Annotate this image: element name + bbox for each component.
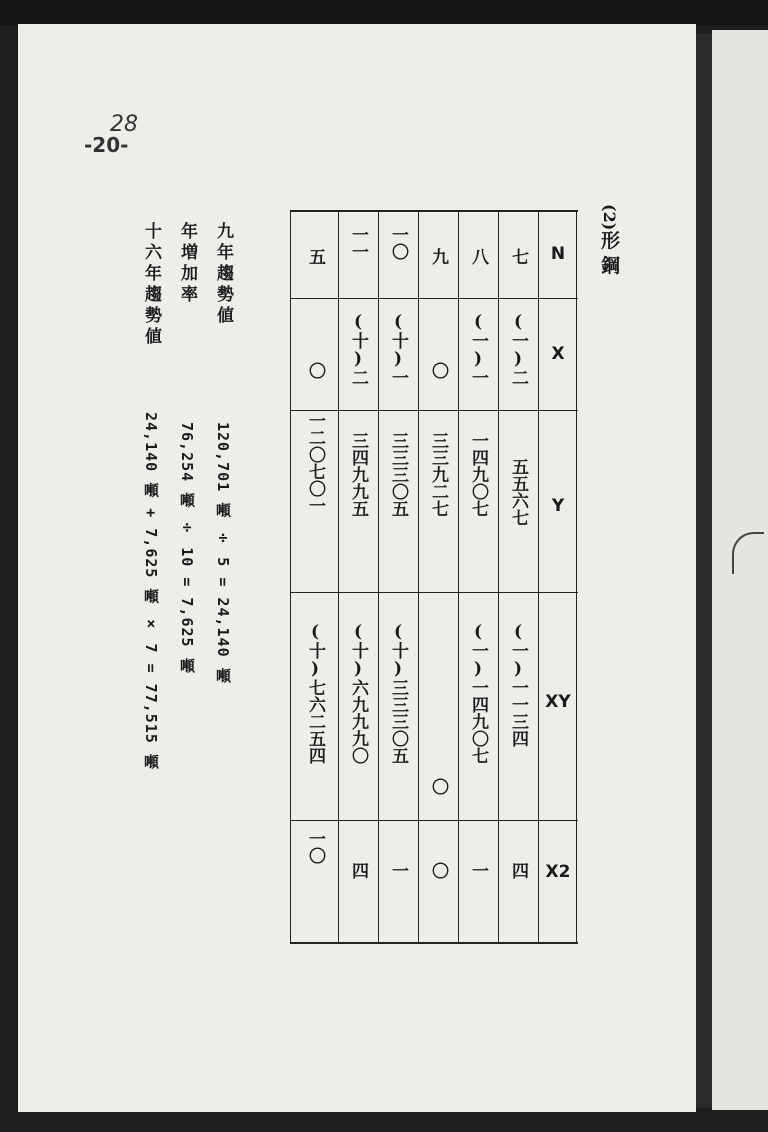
row-n-5: 五 — [305, 248, 325, 265]
pencil-page-number: 28 — [110, 112, 138, 137]
margin-bracket-mark — [732, 532, 764, 574]
row-x-3: (十)一 — [388, 312, 408, 386]
row-xy-5: (十)七六二五四 — [305, 622, 325, 764]
row-x2-4: 四 — [348, 862, 368, 879]
data-table — [290, 210, 578, 944]
row-xy-0: (一)一一三四 — [508, 622, 528, 747]
row-xy-4: (十)六九九九〇 — [348, 622, 368, 764]
section-number: (2) — [600, 204, 619, 231]
row-y-1: 一四九〇七 — [468, 432, 488, 517]
row-y-5: 一二〇七〇一 — [305, 412, 325, 514]
printed-page-number: -20- — [84, 133, 129, 157]
row-n-4: 一一 — [348, 226, 368, 260]
note-annual-increase — [172, 222, 202, 674]
header-xy-text: XY — [545, 692, 571, 712]
row-xy-3: (十)三三三〇五 — [388, 622, 408, 764]
row-x2-5: 一〇 — [305, 830, 325, 864]
note-label: 九年趨勢値 — [213, 222, 233, 327]
row-y-4: 三四九九五 — [348, 432, 368, 517]
row-xy-1: (一)一四九〇七 — [468, 622, 488, 764]
note-sixteen-year-trend — [136, 222, 166, 770]
row-n-1: 八 — [468, 248, 488, 265]
row-x2-0: 四 — [508, 862, 528, 879]
book-spine — [696, 34, 712, 1108]
row-n-3: 一〇 — [388, 226, 408, 260]
header-xy — [538, 670, 578, 734]
page-number — [84, 112, 154, 157]
row-x-1: (一)一 — [468, 312, 488, 386]
note-label: 年増加率 — [177, 222, 197, 306]
row-y-3: 三三三〇五 — [388, 432, 408, 517]
note-nine-year-trend — [208, 222, 238, 684]
row-x-2: 〇 — [428, 362, 448, 379]
note-formula: 76,254 噸 ÷ 10 = 7,625 噸 — [178, 422, 196, 674]
section-title-text: 形鋼 — [598, 230, 620, 281]
note-formula: 24,140 噸 + 7,625 噸 × 7 = 77,515 噸 — [142, 412, 160, 770]
header-n: N — [550, 244, 566, 264]
row-x-4: (十)二 — [348, 312, 368, 386]
header-x: X — [551, 344, 565, 364]
row-x2-1: 一 — [468, 862, 488, 879]
row-x-0: (一)二 — [508, 312, 528, 386]
row-x-5: 〇 — [305, 362, 325, 379]
note-label: 十六年趨勢値 — [141, 222, 161, 348]
row-n-2: 九 — [428, 248, 448, 265]
section-title — [594, 204, 624, 280]
row-xy-2: 〇 — [428, 778, 448, 795]
header-y: Y — [551, 496, 565, 516]
row-x2-2: 〇 — [428, 862, 448, 879]
note-formula: 120,701 噸 ÷ 5 = 24,140 噸 — [214, 422, 232, 684]
row-x2-3: 一 — [388, 862, 408, 879]
row-y-0: 五五六七 — [508, 458, 528, 526]
row-n-0: 七 — [508, 248, 528, 265]
header-x2: X2 — [545, 862, 571, 882]
row-y-2: 三三九二七 — [428, 432, 448, 517]
scan-top-border — [0, 0, 768, 26]
